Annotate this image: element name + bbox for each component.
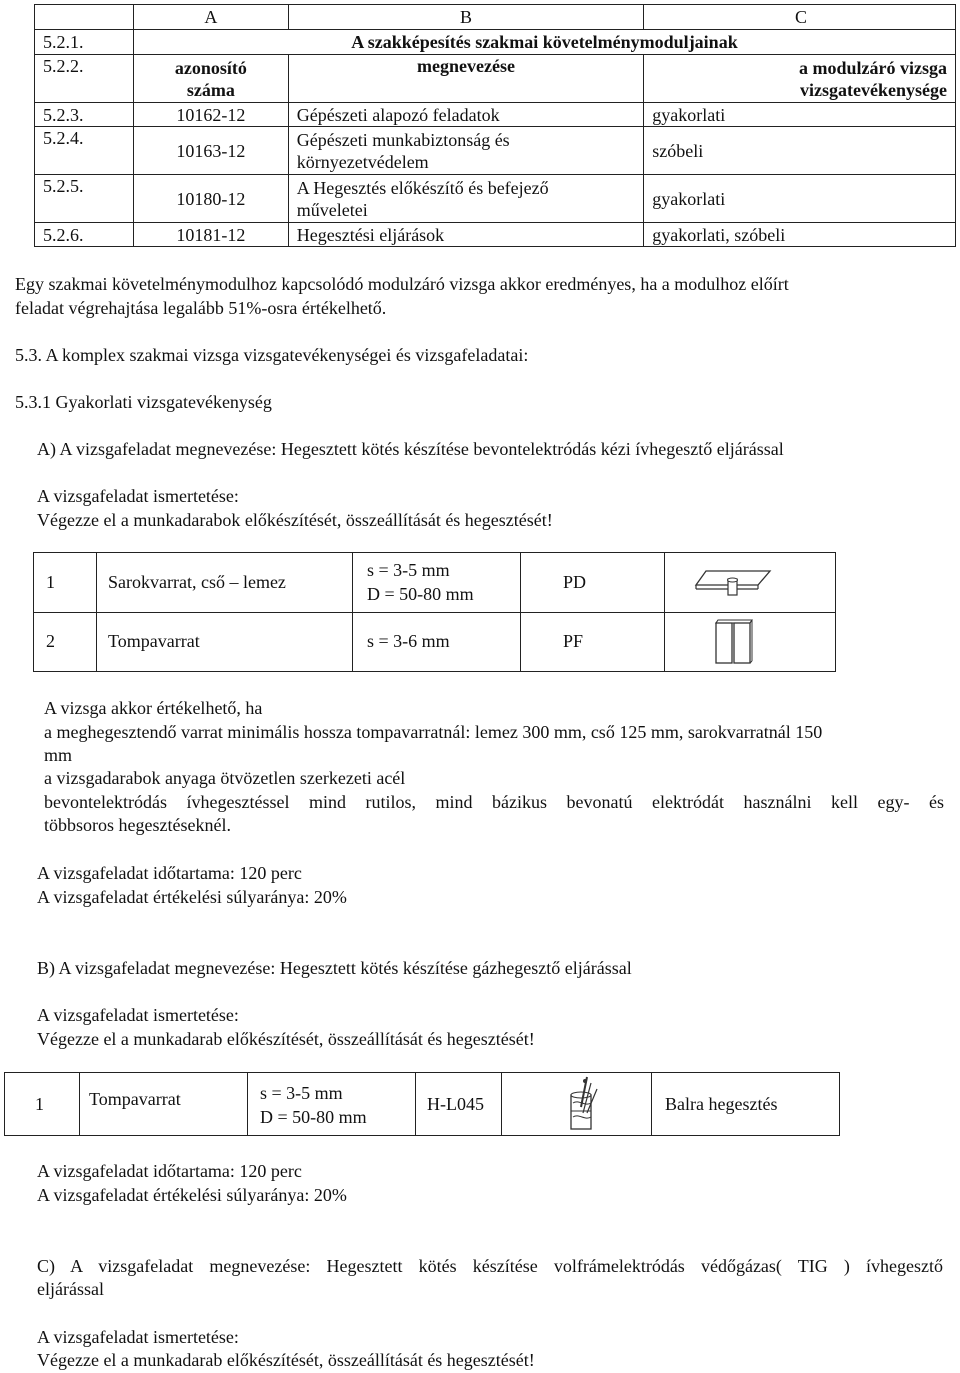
task-c-title	[37, 1254, 943, 1300]
col-header-empty	[35, 5, 134, 30]
butt-weld-vertical-icon	[712, 617, 756, 667]
table-title: A szakképesítés szakmai követelménymoduljainak	[133, 30, 955, 55]
module-name	[288, 127, 644, 175]
col-header-b: B	[288, 5, 644, 30]
task-a-desc-label: A vizsgafeladat ismertetése:	[37, 486, 239, 506]
weld-type: Tompavarrat	[108, 631, 200, 651]
task-c-title-line2: eljárással	[37, 1279, 104, 1299]
task-a-weld-table	[33, 552, 836, 672]
intro-line-1: Egy szakmai követelménymodulhoz kapcsolódó modulzáró vizsga akkor eredményes, ha a modulhoz előírt	[15, 274, 789, 294]
row-num: 5.2.5.	[35, 175, 134, 223]
module-name: Gépészeti alapozó feladatok	[288, 103, 644, 127]
task-a-desc: Végezze el a munkadarabok előkészítését, összeállítását és hegesztését!	[37, 510, 553, 530]
exam-header-line1: a modulzáró vizsga	[799, 57, 947, 78]
module-name-line1: Gépészeti munkabiztonság és	[296, 129, 510, 150]
id-header	[133, 55, 288, 103]
id-header-line1: azonosító	[174, 57, 247, 78]
task-b-title: B) A vizsgafeladat megnevezése: Hegesztett kötés készítése gázhegesztő eljárással	[37, 958, 632, 978]
task-c-desc-label: A vizsgafeladat ismertetése:	[37, 1327, 239, 1347]
module-exam: gyakorlati	[644, 103, 956, 127]
weld-row-number: 1	[35, 1094, 44, 1114]
module-name-line1: A Hegesztés előkészítő és befejező	[296, 177, 549, 198]
eval-electrode: bevontelektródás ívhegesztéssel mind rutilos, mind bázikus bevonatú elektródát használni kell egy- és	[44, 792, 944, 812]
weld-row-number: 2	[46, 631, 55, 651]
module-name: Hegesztési eljárások	[288, 223, 644, 247]
row-num: 5.2.6.	[35, 223, 134, 247]
weld-method: Balra hegesztés	[665, 1094, 778, 1114]
module-name-line2: műveletei	[296, 199, 368, 220]
row-num: 5.2.4.	[35, 127, 134, 175]
module-id: 10181-12	[133, 223, 288, 247]
weld-position: H-L045	[427, 1094, 484, 1114]
eval-length-unit: mm	[44, 745, 73, 765]
task-b-weld-table	[4, 1072, 840, 1136]
id-header-line2: száma	[186, 79, 235, 100]
task-c-desc: Végezze el a munkadarab előkészítését, összeállítását és hegesztését!	[37, 1350, 535, 1370]
weld-type: Sarokvarrat, cső – lemez	[108, 572, 286, 592]
weld-row-number: 1	[46, 572, 55, 592]
fillet-weld-pipe-plate-icon	[694, 559, 774, 599]
col-header-c: C	[644, 5, 956, 30]
eval-material: a vizsgadarabok anyaga ötvözetlen szerkezeti acél	[44, 768, 406, 788]
module-exam: gyakorlati	[644, 175, 956, 223]
weld-position: PF	[563, 631, 584, 651]
weld-position: PD	[563, 572, 587, 592]
task-b-desc: Végezze el a munkadarab előkészítését, összeállítását és hegesztését!	[37, 1029, 535, 1049]
module-name	[288, 175, 644, 223]
module-exam: gyakorlati, szóbeli	[644, 223, 956, 247]
section-heading: 5.3. A komplex szakmai vizsga vizsgatevékenységei és vizsgafeladatai:	[15, 345, 529, 365]
row-num: 5.2.3.	[35, 103, 134, 127]
intro-line-2: feladat végrehajtása legalább 51%-osra értékelhető.	[15, 298, 387, 318]
module-table	[34, 4, 956, 247]
weld-dim-diameter: D = 50-80 mm	[367, 584, 474, 604]
task-b-desc-label: A vizsgafeladat ismertetése:	[37, 1005, 239, 1025]
task-a-evaluation	[44, 697, 944, 836]
weld-dim-thickness: s = 3-5 mm	[367, 560, 450, 580]
task-b-duration: A vizsgafeladat időtartama: 120 perc	[37, 1161, 302, 1181]
row-num: 5.2.1.	[35, 30, 134, 55]
weld-type: Tompavarrat	[89, 1089, 181, 1109]
task-a-title: A) A vizsgafeladat megnevezése: Hegesztett kötés készítése bevontelektródás kézi ívhegesztő eljárással	[37, 439, 784, 459]
eval-electrode-cont: többsoros hegesztéseknél.	[44, 815, 231, 835]
module-id: 10180-12	[133, 175, 288, 223]
module-id: 10163-12	[133, 127, 288, 175]
name-header: megnevezése	[288, 55, 644, 103]
subsection-heading: 5.3.1 Gyakorlati vizsgatevékenység	[15, 392, 272, 412]
exam-header-line2: vizsgatevékenysége	[800, 79, 947, 100]
pipe-weld-torch-icon	[561, 1073, 607, 1133]
exam-header	[644, 55, 956, 103]
weld-dim-thickness: s = 3-6 mm	[367, 631, 450, 651]
task-c-title-line1: C) A vizsgafeladat megnevezése: Hegesztett kötés készítése volfrámelektródás védőgázas( TIG ) ívhegesztő	[37, 1256, 943, 1276]
task-a-weight: A vizsgafeladat értékelési súlyaránya: 20%	[37, 887, 347, 907]
col-header-a: A	[133, 5, 288, 30]
module-exam: szóbeli	[644, 127, 956, 175]
task-b-weight: A vizsgafeladat értékelési súlyaránya: 20%	[37, 1185, 347, 1205]
module-id: 10162-12	[133, 103, 288, 127]
row-num: 5.2.2.	[35, 55, 134, 103]
eval-intro: A vizsga akkor értékelhető, ha	[44, 698, 263, 718]
eval-length: a meghegesztendő varrat minimális hossza tompavarratnál: lemez 300 mm, cső 125 mm, sarokvarratnál 150	[44, 722, 823, 742]
weld-dim-thickness: s = 3-5 mm	[260, 1083, 343, 1103]
module-name-line2: környezetvédelem	[296, 151, 429, 172]
weld-dim-diameter: D = 50-80 mm	[260, 1107, 367, 1127]
task-a-duration: A vizsgafeladat időtartama: 120 perc	[37, 863, 302, 883]
